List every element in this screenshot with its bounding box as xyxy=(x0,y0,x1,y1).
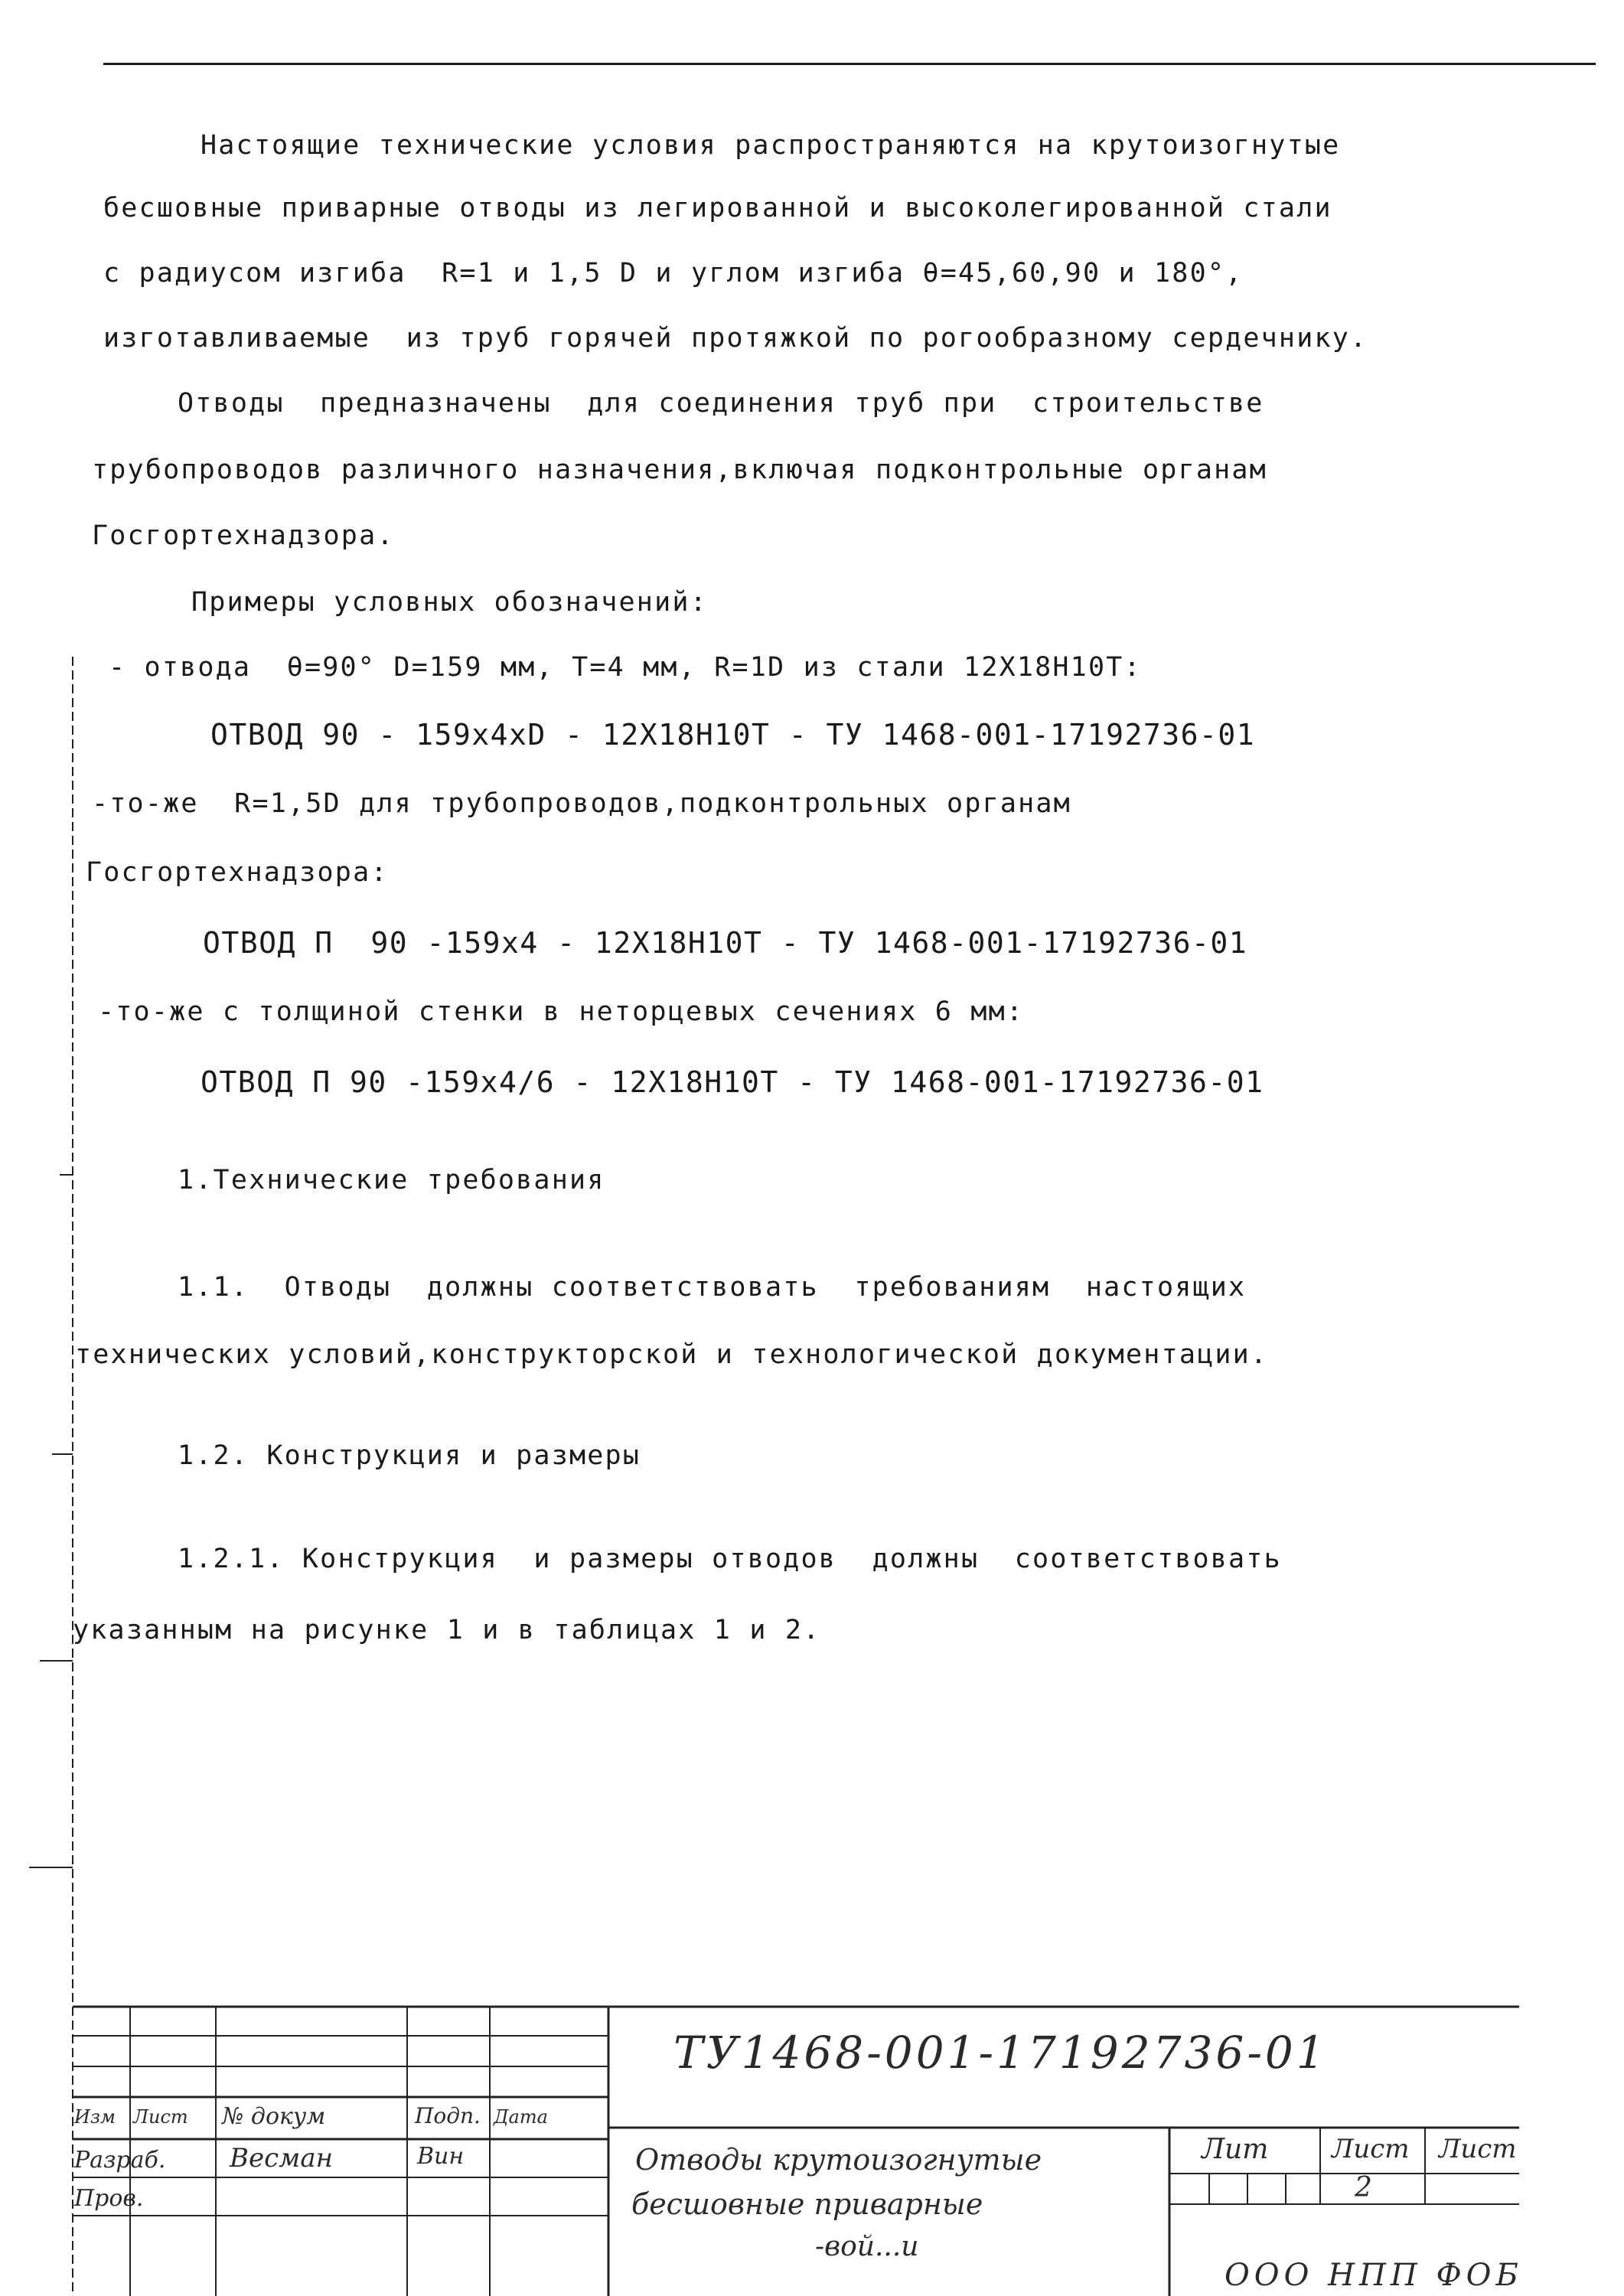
header-data: Дата xyxy=(494,2106,548,2128)
section-1-2-1-line-2: указанным на рисунке 1 и в таблицах 1 и 2. xyxy=(73,1615,821,1645)
header-izm: Изм xyxy=(74,2106,116,2128)
section-1-title: 1.Технические требования xyxy=(178,1165,605,1195)
section-1-2-1-line-1: 1.2.1. Конструкция и размеры отводов должны соответствовать xyxy=(178,1544,1282,1574)
razrab-signature: Вин xyxy=(417,2143,465,2170)
section-1-2-title: 1.2. Конструкция и размеры xyxy=(178,1440,641,1471)
example-3-label: -то-же с толщиной стенки в неторцевых сечениях 6 мм: xyxy=(98,996,1025,1027)
intro-p1-line-4: изготавливаемые из труб горячей протяжкой по рогообразному сердечнику. xyxy=(103,323,1368,354)
header-list: Лист xyxy=(133,2106,188,2128)
intro-p2-line-2: трубопроводов различного назначения,включая подконтрольные органам xyxy=(92,455,1267,485)
sheet-number: 2 xyxy=(1355,2172,1372,2203)
document-name-line-3: -вой...и xyxy=(815,2231,919,2262)
example-3-code: ОТВОД П 90 -159х4/6 - 12Х18Н10Т - ТУ 1468-001-17192736-01 xyxy=(201,1065,1264,1099)
organization-text: ООО НПП ФОБ xyxy=(1225,2258,1523,2293)
razrab-label: Разраб. xyxy=(74,2147,166,2174)
example-1-code: ОТВОД 90 - 159х4хD - 12Х18Н10Т - ТУ 1468-001-17192736-01 xyxy=(210,718,1256,752)
section-1-1-line-1: 1.1. Отводы должны соответствовать требованиям настоящих xyxy=(178,1272,1247,1303)
intro-p2-line-1: Отводы предназначены для соединения труб при строительстве xyxy=(178,388,1264,419)
document-name-line-2: бесшовные приварные xyxy=(631,2187,983,2221)
header-n-dokum: № докум xyxy=(222,2103,326,2130)
example-2-code: ОТВОД П 90 -159х4 - 12Х18Н10Т - ТУ 1468-001-17192736-01 xyxy=(203,926,1248,960)
document-name-line-1: Отводы крутоизогнутые xyxy=(635,2143,1042,2177)
prov-label: Пров. xyxy=(74,2185,144,2212)
examples-heading: Примеры условных обозначений: xyxy=(191,587,708,618)
intro-p2-line-3: Госгортехнадзора. xyxy=(92,520,395,551)
sheets-label: Лист xyxy=(1439,2134,1517,2164)
header-podp: Подп. xyxy=(415,2103,481,2128)
example-2-label-cont: Госгортехнадзора: xyxy=(86,857,389,888)
intro-p1-line-2: бесшовные приварные отводы из легированной и высоколегированной стали xyxy=(103,193,1332,223)
intro-p1-line-1: Настоящие технические условия распространяются на крутоизогнутые xyxy=(201,130,1341,161)
document-code: ТУ1468-001-17192736-01 xyxy=(673,2027,1328,2079)
sheet-label: Лист xyxy=(1332,2134,1410,2164)
razrab-name: Весман xyxy=(230,2143,334,2174)
section-1-1-line-2: технических условий,конструкторской и технологической документации. xyxy=(75,1339,1269,1370)
example-2-label: -то-же R=1,5D для трубопроводов,подконтрольных органам xyxy=(92,788,1071,819)
example-1-label: - отвода θ=90° D=159 мм, T=4 мм, R=1D из стали 12Х18Н10Т: xyxy=(109,652,1142,683)
intro-p1-line-3: с радиусом изгиба R=1 и 1,5 D и углом изгиба θ=45,60,90 и 180°, xyxy=(103,258,1244,289)
lit-label: Лит xyxy=(1202,2134,1269,2165)
